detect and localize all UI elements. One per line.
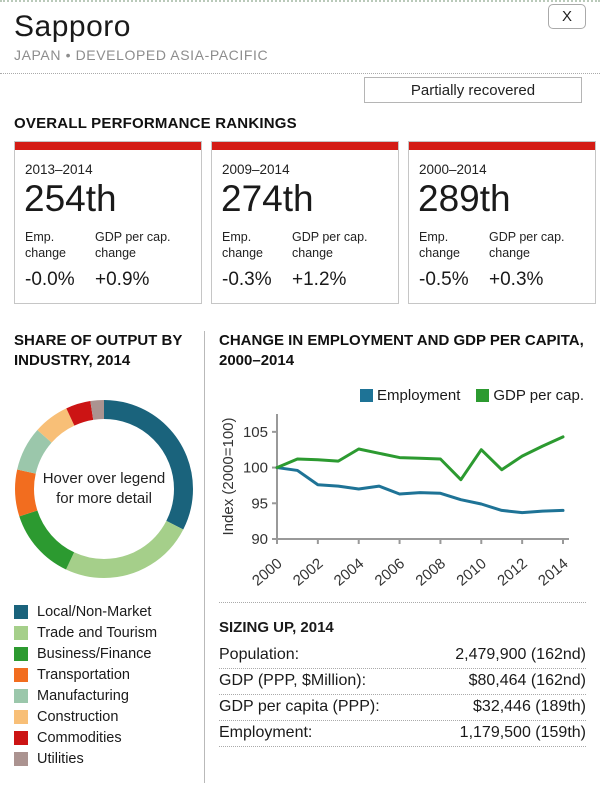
legend-item-trade-and-tourism[interactable]: Trade and Tourism — [14, 623, 194, 644]
donut-center-hint: Hover over legend for more detail — [42, 470, 166, 507]
emp-change-value: -0.3% — [222, 269, 272, 290]
gdp-change-value: +1.2% — [292, 269, 347, 290]
rank-card-accent-bar — [409, 142, 595, 150]
close-button[interactable]: X — [548, 4, 586, 29]
table-row-employment: Employment: 1,179,500 (159th) — [219, 721, 586, 747]
line-chart-legend — [219, 387, 586, 404]
emp-change-value: -0.5% — [419, 269, 469, 290]
rank-cards — [14, 141, 586, 304]
rank-card-2000-2014 — [408, 141, 596, 304]
svg-text:105: 105 — [242, 423, 268, 441]
svg-text:2014: 2014 — [535, 554, 572, 590]
gdp-change-label: GDP per cap. change — [292, 230, 368, 260]
status-badge: Partially recovered — [364, 77, 582, 103]
svg-text:100: 100 — [242, 459, 268, 477]
legend-swatch — [14, 626, 28, 640]
legend-item-construction[interactable]: Construction — [14, 707, 194, 728]
rank-period: 2013–2014 — [25, 162, 93, 177]
industry-heading: SHARE OF OUTPUT BY INDUSTRY, 2014 — [14, 332, 183, 370]
table-row-population: Population: 2,479,900 (162nd) — [219, 643, 586, 669]
legend-swatch — [14, 605, 28, 619]
legend-item-transportation[interactable]: Transportation — [14, 665, 194, 686]
industry-panel — [0, 331, 204, 783]
trend-heading: CHANGE IN EMPLOYMENT AND GDP PER CAPITA, 2000–2014 — [219, 332, 584, 370]
legend-item-local-non-market[interactable]: Local/Non-Market — [14, 602, 194, 623]
svg-text:2004: 2004 — [330, 554, 368, 590]
page-title: Sapporo — [14, 10, 131, 43]
svg-text:2000: 2000 — [249, 554, 286, 590]
rank-card-2013-2014 — [14, 141, 202, 304]
trend-panel — [204, 331, 600, 783]
rank-period: 2009–2014 — [222, 162, 290, 177]
rank-card-accent-bar — [212, 142, 398, 150]
svg-text:90: 90 — [251, 530, 268, 548]
sizing-table — [219, 643, 586, 747]
legend-swatch — [14, 731, 28, 745]
page-subtitle: JAPAN • DEVELOPED ASIA-PACIFIC — [14, 47, 269, 63]
rank-card-accent-bar — [15, 142, 201, 150]
gdp-change-label: GDP per cap. change — [95, 230, 171, 260]
legend-swatch — [14, 689, 28, 703]
legend-item-manufacturing[interactable]: Manufacturing — [14, 686, 194, 707]
emp-change-label: Emp. change — [222, 230, 264, 260]
rank-value: 289th — [418, 178, 511, 219]
legend-item-business-finance[interactable]: Business/Finance — [14, 644, 194, 665]
svg-text:2012: 2012 — [494, 554, 531, 590]
emp-change-value: -0.0% — [25, 269, 75, 290]
rank-value: 254th — [24, 178, 117, 219]
gdp-change-value: +0.3% — [489, 269, 544, 290]
industry-donut-chart — [14, 399, 194, 579]
svg-text:2006: 2006 — [371, 554, 409, 590]
table-row-gdp: GDP (PPP, $Million): $80,464 (162nd) — [219, 669, 586, 695]
svg-text:Index (2000=100): Index (2000=100) — [220, 416, 237, 536]
rank-value: 274th — [221, 178, 314, 219]
rankings-section — [0, 115, 600, 304]
table-row-gdp-per-capita: GDP per capita (PPP): $32,446 (189th) — [219, 695, 586, 721]
sizing-heading: SIZING UP, 2014 — [219, 618, 334, 636]
legend-item-commodities[interactable]: Commodities — [14, 728, 194, 749]
industry-legend — [14, 602, 194, 770]
lower-section — [0, 331, 600, 783]
legend-swatch — [476, 389, 489, 402]
badge-row — [0, 74, 600, 103]
emp-change-label: Emp. change — [25, 230, 67, 260]
legend-swatch — [14, 710, 28, 724]
header — [0, 2, 600, 74]
legend-swatch — [14, 647, 28, 661]
gdp-change-value: +0.9% — [95, 269, 150, 290]
legend-item-gdp-per-cap: GDP per cap. — [476, 387, 584, 404]
line-chart-svg — [219, 406, 575, 592]
gdp-change-label: GDP per cap. change — [489, 230, 565, 260]
section-divider — [219, 602, 586, 603]
svg-text:95: 95 — [251, 494, 268, 512]
emp-change-label: Emp. change — [419, 230, 461, 260]
rank-period: 2000–2014 — [419, 162, 487, 177]
svg-text:2002: 2002 — [289, 554, 327, 590]
legend-swatch — [14, 752, 28, 766]
legend-item-utilities[interactable]: Utilities — [14, 749, 194, 770]
legend-swatch — [14, 668, 28, 682]
rank-card-2009-2014 — [211, 141, 399, 304]
legend-item-employment: Employment — [360, 387, 460, 404]
rankings-heading: OVERALL PERFORMANCE RANKINGS — [14, 115, 297, 132]
svg-text:2010: 2010 — [453, 554, 490, 590]
svg-text:2008: 2008 — [412, 554, 449, 590]
legend-swatch — [360, 389, 373, 402]
